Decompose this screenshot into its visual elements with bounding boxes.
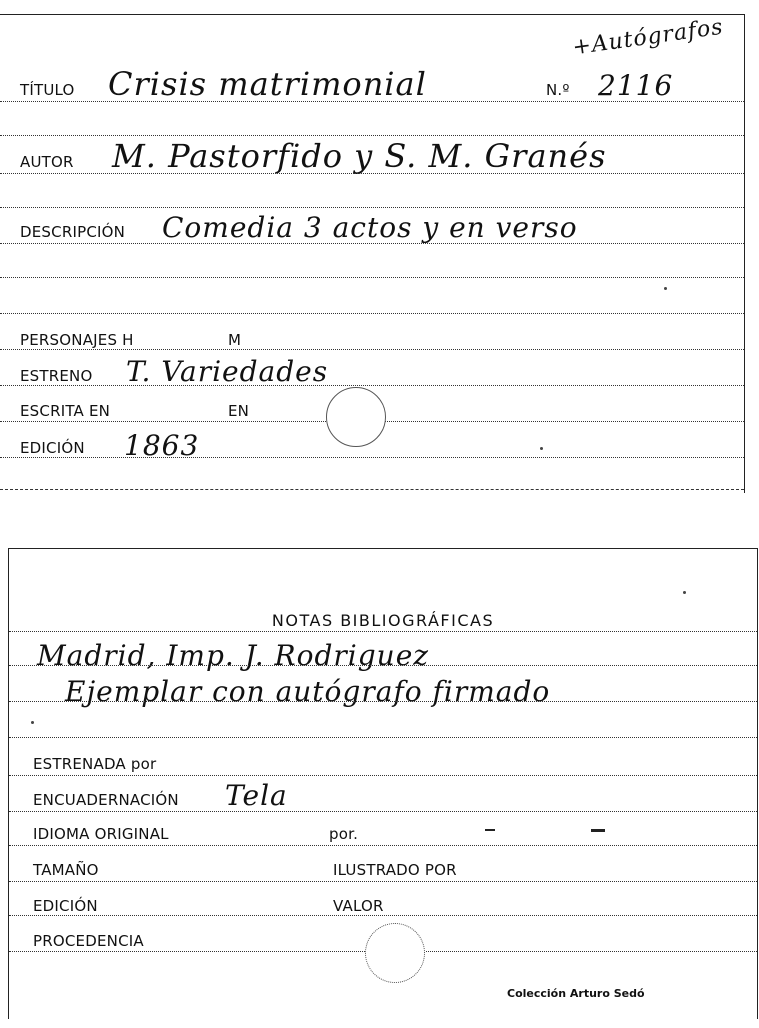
rule-line <box>0 313 744 314</box>
edicion-label: EDICIÓN <box>20 439 85 457</box>
rule-line <box>0 101 744 102</box>
speck <box>31 721 34 724</box>
speck <box>664 287 667 290</box>
idioma-label: IDIOMA ORIGINAL <box>33 825 169 843</box>
edicion-value: 1863 <box>124 429 200 462</box>
note-line-2: Ejemplar con autógrafo firmado <box>65 675 551 708</box>
catalog-card-back <box>8 548 758 1019</box>
note-line-1: Madrid, Imp. J. Rodriguez <box>37 639 430 672</box>
rule-line <box>0 173 744 174</box>
valor-label: VALOR <box>333 897 384 915</box>
notas-heading: NOTAS BIBLIOGRÁFICAS <box>271 611 495 630</box>
speck <box>683 591 686 594</box>
rule-line <box>9 701 757 702</box>
estrenada-label: ESTRENADA por <box>33 755 157 773</box>
rule-line <box>0 277 744 278</box>
numero-value: 2116 <box>598 69 674 102</box>
estreno-value: T. Variedades <box>126 355 329 388</box>
encuadernacion-value: Tela <box>225 779 288 812</box>
rule-line <box>0 385 744 386</box>
rule-line <box>9 811 757 812</box>
punch-hole <box>365 923 425 983</box>
rule-line <box>9 737 757 738</box>
personajes-label: PERSONAJES H <box>20 331 134 349</box>
estreno-label: ESTRENO <box>20 367 93 385</box>
speck <box>540 447 543 450</box>
encuadernacion-label: ENCUADERNACIÓN <box>33 791 179 809</box>
rule-line <box>9 881 757 882</box>
margin-note: +Autógrafos <box>570 14 725 61</box>
numero-label: N.º <box>546 81 570 99</box>
punch-hole <box>326 387 386 447</box>
en-label: EN <box>228 402 250 420</box>
procedencia-label: PROCEDENCIA <box>33 932 144 950</box>
rule-line <box>9 845 757 846</box>
personajes-m-label: M <box>228 331 242 349</box>
rule-line <box>9 775 757 776</box>
rule-line <box>9 631 757 632</box>
titulo-value: Crisis matrimonial <box>108 65 427 103</box>
collection-footer: Colección Arturo Sedó <box>507 987 645 1000</box>
ilustrado-label: ILUSTRADO POR <box>333 861 457 879</box>
ink-mark <box>485 829 495 831</box>
descripcion-value: Comedia 3 actos y en verso <box>162 211 578 244</box>
autor-value: M. Pastorfido y S. M. Granés <box>112 137 607 175</box>
por-label: por. <box>329 825 359 843</box>
autor-label: AUTOR <box>20 153 74 171</box>
rule-line <box>9 915 757 916</box>
rule-line <box>9 665 757 666</box>
escrita-label: ESCRITA EN <box>20 402 111 420</box>
ink-mark <box>591 829 605 832</box>
rule-line <box>0 135 744 136</box>
titulo-label: TÍTULO <box>20 81 75 99</box>
rule-line <box>0 489 744 490</box>
descripcion-label: DESCRIPCIÓN <box>20 223 126 241</box>
rule-line <box>0 457 744 458</box>
rule-line <box>0 349 744 350</box>
tamano-label: TAMAÑO <box>33 861 99 879</box>
rule-line <box>0 243 744 244</box>
catalog-card-front <box>0 14 745 493</box>
rule-line <box>0 207 744 208</box>
edicion-back-label: EDICIÓN <box>33 897 98 915</box>
